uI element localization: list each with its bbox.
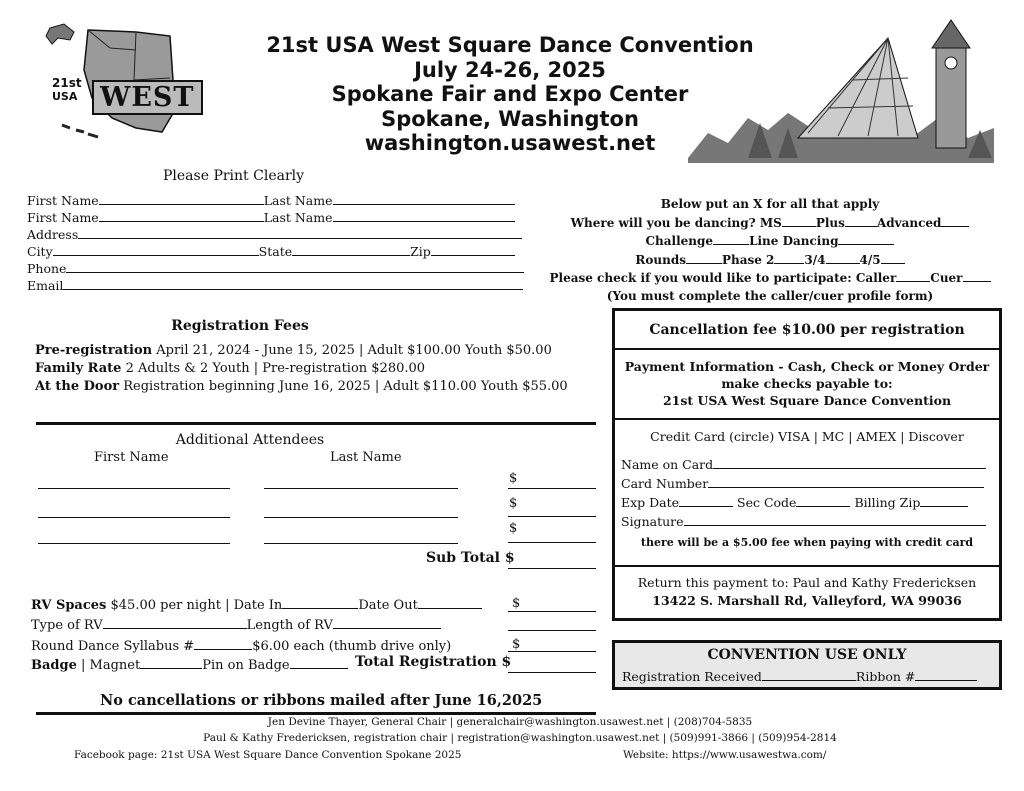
subtotal-field[interactable]: [508, 568, 596, 569]
rv-length-field[interactable]: [333, 616, 441, 629]
attendees-last-header: Last Name: [330, 450, 402, 465]
rv-row: [31, 596, 482, 613]
footer-website: Website: https://www.usawestwa.com/: [623, 749, 827, 761]
name-on-card-field[interactable]: [713, 456, 986, 469]
plus-field[interactable]: [845, 214, 877, 227]
badge-label: Badge: [31, 658, 77, 673]
syllabus-price: $6.00 each (thumb drive only): [252, 639, 452, 654]
return-to: Return this payment to: Paul and Kathy Fredericksen: [637, 575, 977, 590]
logo-year: 21st: [52, 76, 82, 90]
dancing-rounds-row: [535, 251, 1005, 270]
phase34-field[interactable]: [826, 251, 860, 264]
badge-row: [31, 656, 348, 673]
payment-divider-2: [615, 418, 999, 420]
total-registration-field[interactable]: [508, 672, 596, 673]
rv-type-row: [31, 616, 441, 633]
attendees-first-header: First Name: [94, 450, 169, 465]
attendee-1-last[interactable]: [264, 488, 458, 489]
exp-label: Exp Date: [621, 495, 680, 510]
registration-received-label: Registration Received: [622, 669, 762, 684]
return-address: 13422 S. Marshall Rd, Valleyford, WA 99036: [652, 593, 962, 608]
billing-zip-label: Billing Zip: [854, 495, 921, 510]
last-name-label: Last Name: [263, 210, 333, 225]
phase45-label: 4/5: [859, 252, 881, 267]
attendee-3-dollar: $: [509, 521, 518, 536]
city-label: City: [27, 244, 53, 259]
state-field[interactable]: [292, 243, 410, 256]
family-rate-row: [35, 361, 425, 376]
city-field[interactable]: [53, 243, 259, 256]
advanced-field[interactable]: [941, 214, 969, 227]
convention-venue: Spokane Fair and Expo Center: [331, 82, 689, 106]
total-registration-label: Total Registration $: [355, 654, 512, 670]
syllabus-dollar: $: [512, 637, 521, 652]
magnet-label: | Magnet: [81, 658, 141, 673]
ms-field[interactable]: [782, 214, 816, 227]
rv-type-amount[interactable]: [508, 630, 596, 631]
payment-methods: Payment Information - Cash, Check or Money Order: [624, 359, 990, 374]
challenge-field[interactable]: [713, 232, 749, 245]
payment-info: [615, 358, 999, 409]
rv-text: $45.00 per night | Date In: [110, 598, 283, 613]
ms-label: MS: [759, 215, 782, 230]
attendee-3-first[interactable]: [38, 543, 230, 544]
card-number-row: [621, 475, 984, 491]
bottom-divider: [36, 712, 596, 715]
logo-country: USA: [52, 90, 78, 103]
footer-facebook: Facebook page: 21st USA West Square Dance Convention Spokane 2025: [74, 749, 462, 761]
rounds-label: Rounds: [635, 252, 686, 267]
convention-dates: July 24-26, 2025: [414, 57, 606, 82]
pin-field[interactable]: [290, 656, 348, 669]
zip-label: Zip: [410, 244, 431, 259]
ribbon-label: Ribbon #: [855, 669, 916, 684]
attendees-title: Additional Attendees: [175, 432, 325, 448]
rounds-field[interactable]: [686, 251, 722, 264]
convention-title: 21st USA West Square Dance Convention: [266, 33, 754, 57]
first-name-row-2: [27, 209, 515, 225]
address-label: Address: [27, 227, 79, 242]
exp-field[interactable]: [679, 494, 733, 507]
date-out-label: Date Out: [358, 598, 418, 613]
convention-use-title: CONVENTION USE ONLY: [707, 647, 907, 663]
convention-use-box: [612, 640, 1002, 690]
family-rate-label: Family Rate: [35, 361, 122, 376]
pre-registration-label: Pre-registration: [35, 343, 153, 358]
date-in-field[interactable]: [282, 596, 358, 609]
last-name-field[interactable]: [333, 209, 515, 222]
date-out-field[interactable]: [418, 596, 482, 609]
last-name-field[interactable]: [333, 192, 515, 205]
subtotal-label: Sub Total $: [426, 550, 515, 566]
pin-label: Pin on Badge: [202, 658, 290, 673]
rv-length-label: Length of RV: [246, 618, 333, 633]
registration-received-field[interactable]: [762, 668, 856, 681]
at-door-label: At the Door: [35, 379, 120, 394]
first-name-label: First Name: [27, 193, 99, 208]
phase45-field[interactable]: [881, 251, 905, 264]
payable-to: make checks payable to:: [721, 376, 893, 391]
spokane-skyline-illustration: [688, 18, 994, 163]
logo-word: WEST: [92, 80, 203, 115]
sec-label: Sec Code: [737, 495, 797, 510]
rv-label: RV Spaces: [31, 598, 107, 613]
return-payment: [615, 574, 999, 610]
where-label: Where will you be dancing?: [570, 215, 756, 230]
line-dancing-field[interactable]: [838, 232, 894, 245]
syllabus-row: [31, 637, 451, 654]
phone-row: [27, 260, 524, 276]
phone-label: Phone: [27, 261, 67, 276]
attendee-1-first[interactable]: [38, 488, 230, 489]
email-label: Email: [27, 278, 64, 293]
pre-registration-text: April 21, 2024 - June 15, 2025 | Adult $100.00 Youth $50.00: [156, 343, 552, 358]
payment-divider-1: [615, 348, 999, 350]
attendee-2-dollar: $: [509, 496, 518, 511]
email-field[interactable]: [63, 277, 523, 290]
family-rate-text: 2 Adults & 2 Youth | Pre-registration $280.00: [125, 361, 426, 376]
at-door-text: Registration beginning June 16, 2025 | Adult $110.00 Youth $55.00: [123, 379, 568, 394]
city-row: [27, 243, 515, 259]
rv-type-label: Type of RV: [31, 618, 103, 633]
advanced-label: Advanced: [876, 215, 942, 230]
first-name-row-1: [27, 192, 515, 208]
footer-registration: Paul & Kathy Fredericksen, registration chair | registration@washington.usawest.net | (509)991-3866 | (509)954-2814: [203, 732, 837, 744]
no-cancellations-note: No cancellations or ribbons mailed after June 16,2025: [100, 692, 543, 709]
fees-title: Registration Fees: [171, 318, 309, 334]
dancing-participate-row: [535, 269, 1005, 288]
first-name-field[interactable]: [99, 192, 264, 205]
attendee-1-amount[interactable]: [508, 488, 596, 489]
pre-registration-row: [35, 343, 552, 358]
pavilion-clocktower-icon: [688, 18, 994, 163]
signature-row: [621, 513, 986, 529]
rv-amount[interactable]: [508, 611, 596, 612]
credit-card-fee-note: there will be a $5.00 fee when paying with credit card: [640, 536, 974, 549]
challenge-label: Challenge: [645, 234, 714, 248]
attendee-3-last[interactable]: [264, 543, 458, 544]
rv-dollar: $: [512, 596, 521, 611]
syllabus-amount[interactable]: [508, 651, 596, 652]
at-door-row: [35, 379, 568, 394]
attendee-2-first[interactable]: [38, 517, 230, 518]
address-field[interactable]: [78, 226, 522, 239]
payee-name: 21st USA West Square Dance Convention: [662, 393, 952, 408]
dancing-where-row: [535, 214, 1005, 233]
syllabus-label: Round Dance Syllabus #: [31, 639, 195, 654]
first-name-label: First Name: [27, 210, 99, 225]
billing-zip-field[interactable]: [920, 494, 968, 507]
email-row: [27, 277, 523, 293]
phone-field[interactable]: [66, 260, 524, 273]
phase34-label: 3/4: [804, 252, 826, 267]
logo: [40, 20, 215, 145]
line-dancing-label: Line Dancing: [749, 234, 839, 248]
plus-label: Plus: [815, 215, 845, 230]
attendee-3-amount[interactable]: [508, 542, 596, 543]
payment-divider-3: [615, 565, 999, 567]
convention-use-row: [622, 668, 977, 684]
name-on-card-row: [621, 456, 986, 472]
caller-field[interactable]: [896, 269, 930, 282]
state-label: State: [258, 244, 293, 259]
cuer-field[interactable]: [963, 269, 991, 282]
last-name-label: Last Name: [263, 193, 333, 208]
name-on-card-label: Name on Card: [621, 457, 714, 472]
convention-website: washington.usawest.net: [364, 131, 656, 155]
profile-note: (You must complete the caller/cuer profile form): [606, 288, 934, 303]
payment-box: [612, 308, 1002, 621]
footer-chair: Jen Devine Thayer, General Chair | generalchair@washington.usawest.net | (208)704-5835: [267, 716, 753, 728]
cancellation-fee: Cancellation fee $10.00 per registration: [649, 322, 965, 338]
convention-city: Spokane, Washington: [381, 106, 639, 131]
address-row: [27, 226, 522, 242]
dancing-instructions: Below put an X for all that apply: [660, 197, 880, 211]
fees-divider: [36, 422, 596, 425]
exp-row: [621, 494, 968, 510]
magnet-field[interactable]: [140, 656, 202, 669]
dancing-section: [535, 196, 1005, 305]
attendee-2-amount[interactable]: [508, 516, 596, 517]
caller-label: Please check if you would like to participate: Caller: [549, 271, 897, 285]
first-name-field[interactable]: [99, 209, 264, 222]
sec-field[interactable]: [796, 494, 850, 507]
rv-type-field[interactable]: [103, 616, 247, 629]
attendee-2-last[interactable]: [264, 517, 458, 518]
phase2-label: Phase 2: [721, 252, 775, 267]
zip-field[interactable]: [431, 243, 515, 256]
signature-field[interactable]: [684, 513, 986, 526]
credit-card-types: Credit Card (circle) VISA | MC | AMEX | Discover: [650, 429, 964, 444]
ribbon-field[interactable]: [915, 668, 977, 681]
cuer-label: Cuer: [930, 271, 963, 285]
card-number-label: Card Number: [621, 476, 709, 491]
signature-label: Signature: [621, 514, 684, 529]
attendee-1-dollar: $: [509, 471, 518, 486]
print-clearly: Please Print Clearly: [163, 168, 305, 184]
card-number-field[interactable]: [708, 475, 984, 488]
dancing-challenge-row: [535, 232, 1005, 251]
phase2-field[interactable]: [774, 251, 804, 264]
syllabus-field[interactable]: [194, 637, 252, 650]
